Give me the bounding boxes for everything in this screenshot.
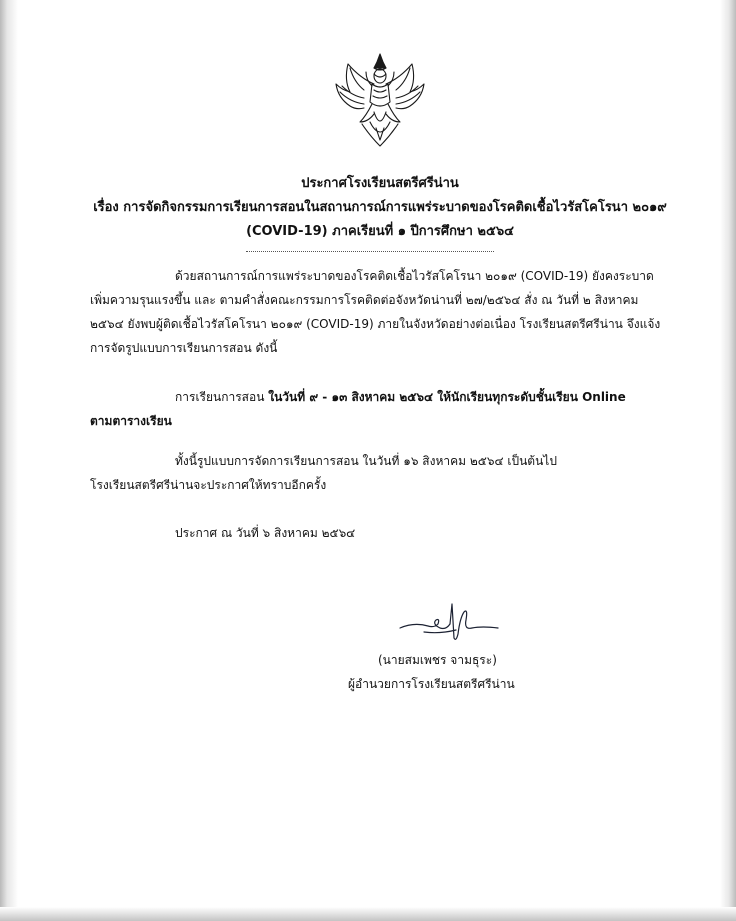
announcement-date: [90, 521, 680, 545]
paragraph-line: การจัดรูปแบบการเรียนการสอน ดังนี้: [90, 341, 278, 355]
paragraph-line: ตามตารางเรียน: [90, 414, 172, 428]
page-shadow-bottom: [0, 907, 736, 921]
paragraph-line: ทั้งนี้รูปแบบการจัดการเรียนการสอน ในวันที่ ๑๖ สิงหาคม ๒๕๖๔ เป็นต้นไป: [175, 454, 557, 468]
document-title: ประกาศโรงเรียนสตรีศรีน่าน: [301, 176, 459, 191]
paragraph-line: ด้วยสถานการณ์การแพร่ระบาดของโรคติดเชื้อไวรัสโคโรนา ๒๐๑๙ (COVID-19) ยังคงระบาด: [175, 269, 654, 283]
subject-line-2: (COVID-19) ภาคเรียนที่ ๑ ปีการศึกษา ๒๕๖๔: [246, 224, 514, 239]
paragraph-line: เพิ่มความรุนแรงขึ้น และ ตามคำสั่งคณะกรรมการโรคติดต่อจังหวัดน่านที่ ๒๗/๒๕๖๔ สั่ง ณ วันที่ ๒ สิงหาคม: [90, 293, 639, 307]
page-shadow-left: [0, 0, 18, 921]
paragraph-line: โรงเรียนสตรีศรีน่านจะประกาศให้ทราบอีกครั้ง: [90, 478, 327, 492]
announcement-date-text: ประกาศ ณ วันที่ ๖ สิงหาคม ๒๕๖๔: [175, 526, 356, 540]
paragraph-further-notice: [90, 449, 680, 497]
garuda-emblem-icon: [330, 50, 430, 150]
signatory-block: [348, 648, 548, 696]
paragraph-situation: [90, 264, 680, 360]
paragraph-line: ๒๕๖๔ ยังพบผู้ติดเชื้อไวรัสโคโรนา ๒๐๑๙ (COVID-19) ภายในจังหวัดอย่างต่อเนื่อง โรงเรียนสตรีศรีน่าน จึงแจ้ง: [90, 317, 661, 331]
signatory-position: ผู้อำนวยการโรงเรียนสตรีศรีน่าน: [348, 677, 515, 691]
page-shadow-right: [720, 0, 736, 921]
dotted-divider: [246, 251, 494, 252]
subject-line-1: เรื่อง การจัดกิจกรรมการเรียนการสอนในสถานการณ์การแพร่ระบาดของโรคติดเชื้อไวรัสโคโรนา ๒๐๑๙: [93, 200, 667, 215]
handwritten-signature-icon: [394, 598, 504, 644]
signatory-name: (นายสมเพชร จามธุระ): [378, 653, 497, 667]
paragraph-emphasis: ในวันที่ ๙ - ๑๓ สิงหาคม ๒๕๖๔ ให้นักเรียนทุกระดับชั้นเรียน Online: [268, 390, 626, 404]
paragraph-teaching-schedule: [90, 385, 680, 433]
paragraph-prefix: การเรียนการสอน: [175, 390, 269, 404]
document-header: [70, 172, 690, 244]
